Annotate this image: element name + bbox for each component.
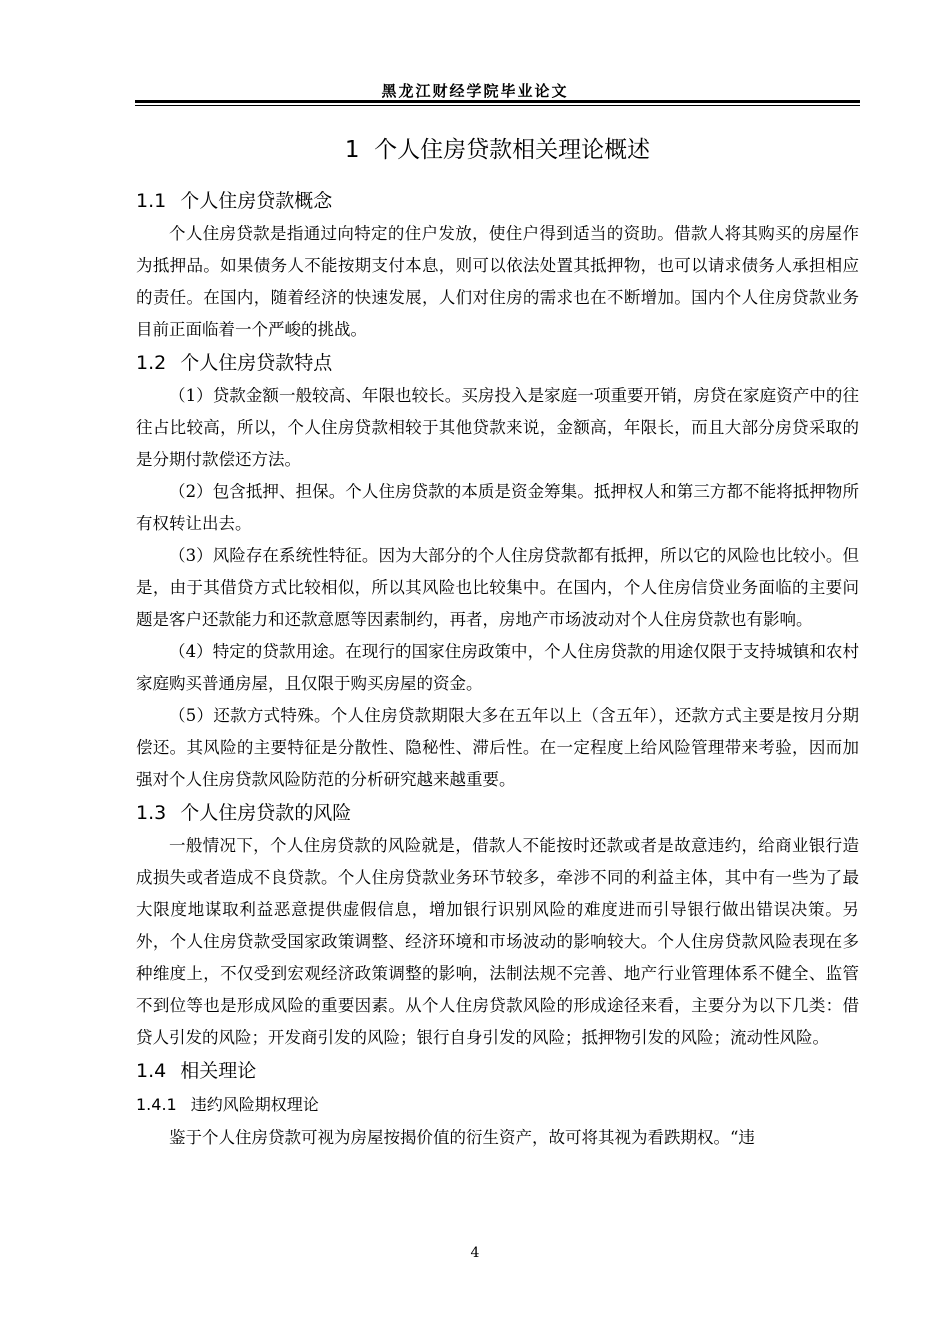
header-rule-thick — [135, 100, 860, 103]
paragraph: （1）贷款金额一般较高、年限也较长。买房投入是家庭一项重要开销，房贷在家庭资产中的往往占比较高，所以，个人住房贷款相较于其他贷款来说，金额高，年限长，而且大部分房贷采取的是分期付款偿还方法。 — [136, 386, 859, 469]
subsection-number: 1.4.1 — [136, 1095, 177, 1114]
section-heading-1-2 — [136, 346, 859, 380]
section-number: 1.1 — [136, 190, 167, 212]
paragraph: （3）风险存在系统性特征。因为大部分的个人住房贷款都有抵押，所以它的风险也比较小。但是，由于其借贷方式比较相似，所以其风险也比较集中。在国内，个人住房信贷业务面临的主要问题是客户还款能力和还款意愿等因素制约，再者，房地产市场波动对个人住房贷款也有影响。 — [136, 546, 859, 629]
section-number: 1.2 — [136, 352, 167, 374]
section-title: 个人住房贷款特点 — [180, 352, 333, 374]
subsection-title: 违约风险期权理论 — [190, 1095, 319, 1114]
header-rule-thin — [135, 105, 860, 106]
subsection-heading-1-4-1 — [136, 1088, 859, 1122]
section-title: 个人住房贷款的风险 — [180, 802, 352, 824]
section-number: 1.4 — [136, 1060, 167, 1082]
section-title: 相关理论 — [180, 1060, 257, 1082]
chapter-title — [136, 130, 859, 170]
section-heading-1-1 — [136, 184, 859, 218]
section-heading-1-4 — [136, 1054, 859, 1088]
section-title: 个人住房贷款概念 — [180, 190, 333, 212]
paragraph: （4）特定的贷款用途。在现行的国家住房政策中，个人住房贷款的用途仅限于支持城镇和农村家庭购买普通房屋，且仅限于购买房屋的资金。 — [136, 642, 859, 693]
paragraph: （5）还款方式特殊。个人住房贷款期限大多在五年以上（含五年），还款方式主要是按月分期偿还。其风险的主要特征是分散性、隐秘性、滞后性。在一定程度上给风险管理带来考验，因而加强对个人住房贷款风险防范的分析研究越来越重要。 — [136, 706, 859, 789]
chapter-number: 1 — [344, 137, 360, 163]
page-header-title: 黑龙江财经学院毕业论文 — [381, 82, 569, 100]
section-heading-1-3 — [136, 796, 859, 830]
paragraph: （2）包含抵押、担保。个人住房贷款的本质是资金筹集。抵押权人和第三方都不能将抵押物所有权转让出去。 — [136, 482, 859, 533]
paragraph: 一般情况下，个人住房贷款的风险就是，借款人不能按时还款或者是故意违约，给商业银行造成损失或者造成不良贷款。个人住房贷款业务环节较多，牵涉不同的利益主体，其中有一些为了最大限度地谋取利益恶意提供虚假信息，增加银行识别风险的难度进而引导银行做出错误决策。另外，个人住房贷款受国家政策调整、经济环境和市场波动的影响较大。个人住房贷款风险表现在多种维度上，不仅受到宏观经济政策调整的影响，法制法规不完善、地产行业管理体系不健全、监管不到位等也是形成风险的重要因素。从个人住房贷款风险的形成途径来看，主要分为以下几类：借贷人引发的风险；开发商引发的风险；银行自身引发的风险；抵押物引发的风险；流动性风险。 — [136, 836, 859, 1047]
paragraph: 鉴于个人住房贷款可视为房屋按揭价值的衍生资产，故可将其视为看跌期权。“违 — [169, 1128, 755, 1147]
paragraph: 个人住房贷款是指通过向特定的住户发放，使住户得到适当的资助。借款人将其购买的房屋作为抵押品。如果债务人不能按期支付本息，则可以依法处置其抵押物，也可以请求债务人承担相应的责任。在国内，随着经济的快速发展，人们对住房的需求也在不断增加。国内个人住房贷款业务目前正面临着一个严峻的挑战。 — [136, 224, 859, 339]
document-body — [136, 130, 859, 1154]
page-number: 4 — [470, 1245, 480, 1261]
chapter-title-text: 个人住房贷款相关理论概述 — [374, 137, 651, 163]
section-number: 1.3 — [136, 802, 167, 824]
